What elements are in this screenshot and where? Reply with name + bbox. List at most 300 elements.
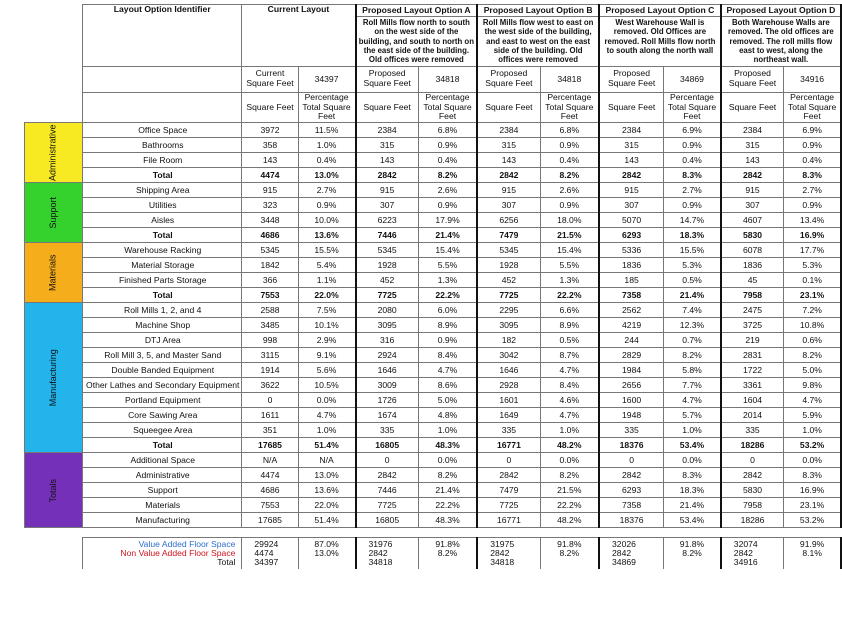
sqft-cell: 17685 [242, 513, 298, 528]
pct-cell: 0.9% [418, 138, 477, 153]
pct-cell: 8.3% [784, 168, 841, 183]
pct-cell: 9.1% [298, 348, 355, 363]
pct-cell: 5.3% [664, 258, 721, 273]
pct-cell: 8.2% [418, 168, 477, 183]
row-label: Total [83, 168, 242, 183]
row-label: Administrative [83, 468, 242, 483]
sqft-cell: 3095 [356, 318, 419, 333]
row-label: Warehouse Racking [83, 243, 242, 258]
table-row [25, 183, 842, 198]
sqft-cell: 7725 [356, 288, 419, 303]
sqft-cell: 1604 [721, 393, 784, 408]
pct-cell: 8.2% [418, 468, 477, 483]
sqft-cell: 4686 [242, 483, 298, 498]
pct-cell: 4.7% [418, 363, 477, 378]
pct-cell: 6.9% [784, 123, 841, 138]
pct-cell: 4.7% [540, 363, 599, 378]
category-label: Administrative [47, 124, 58, 182]
sqft-cell: 315 [599, 138, 664, 153]
pct-cell: 8.2% [540, 168, 599, 183]
sqft-cell: 315 [477, 138, 540, 153]
sqft-cell: 5830 [721, 483, 784, 498]
table-row [25, 348, 842, 363]
sqft-cell: 2924 [356, 348, 419, 363]
pct-cell: 7.2% [784, 303, 841, 318]
row-label: Shipping Area [83, 183, 242, 198]
sqft-cell: 307 [356, 198, 419, 213]
sqft-cell: 915 [356, 183, 419, 198]
sqft-cell: 17685 [242, 438, 298, 453]
table-row [25, 138, 842, 153]
row-label: Bathrooms [83, 138, 242, 153]
pct-cell: 18.3% [664, 228, 721, 243]
pct-cell: 6.8% [540, 123, 599, 138]
sqft-cell: 143 [477, 153, 540, 168]
row-label: Material Storage [83, 258, 242, 273]
pct-cell: 1.3% [418, 273, 477, 288]
sqft-cell: 1836 [721, 258, 784, 273]
summary-sqft-cell: 32026 2842 34869 [599, 538, 664, 570]
pct-cell: 14.7% [664, 213, 721, 228]
row-label: Total [83, 438, 242, 453]
row-label: Total [83, 228, 242, 243]
sqft-cell: 307 [721, 198, 784, 213]
sqft-cell: 1948 [599, 408, 664, 423]
option-c-title: Proposed Layout Option C [600, 5, 720, 17]
pct-cell: 0.4% [418, 153, 477, 168]
option-d-sqft-value: 34916 [784, 66, 841, 92]
sqft-cell: 1646 [477, 363, 540, 378]
sqft-cell: 2842 [599, 468, 664, 483]
sqft-cell: 315 [356, 138, 419, 153]
pct-cell: 0.9% [418, 198, 477, 213]
row-label: Roll Mills 1, 2, and 4 [83, 303, 242, 318]
pct-cell: 10.5% [298, 378, 355, 393]
current-pct-col: Percentage Total Square Feet [298, 92, 355, 123]
sqft-cell: 2384 [356, 123, 419, 138]
sqft-cell: 366 [242, 273, 298, 288]
category-label: Materials [47, 254, 58, 292]
pct-cell: 13.6% [298, 228, 355, 243]
sqft-cell: 1842 [242, 258, 298, 273]
pct-cell: 0.9% [784, 138, 841, 153]
pct-cell: 22.2% [418, 498, 477, 513]
row-label: Roll Mill 3, 5, and Master Sand [83, 348, 242, 363]
sqft-cell: 3009 [356, 378, 419, 393]
pct-cell: 4.8% [418, 408, 477, 423]
pct-cell: 8.3% [784, 468, 841, 483]
pct-cell: 0.5% [664, 273, 721, 288]
pct-cell: 9.8% [784, 378, 841, 393]
sqft-cell: 3361 [721, 378, 784, 393]
pct-cell: 21.4% [418, 228, 477, 243]
sqft-cell: 2842 [477, 168, 540, 183]
pct-cell: 23.1% [784, 498, 841, 513]
sqft-cell: 3622 [242, 378, 298, 393]
sqft-cell: 4607 [721, 213, 784, 228]
category-totals [25, 453, 83, 528]
pct-cell: 5.5% [418, 258, 477, 273]
sqft-cell: 1984 [599, 363, 664, 378]
table-row [25, 513, 842, 528]
summary-pct-cell: 91.8% 8.2% [664, 538, 721, 570]
pct-cell: 0.0% [784, 453, 841, 468]
option-b-pct-col: Percentage Total Square Feet [540, 92, 599, 123]
row-label: Manufacturing [83, 513, 242, 528]
pct-cell: 15.5% [664, 243, 721, 258]
pct-cell: 5.0% [418, 393, 477, 408]
sqft-cell: 335 [477, 423, 540, 438]
pct-cell: 8.9% [540, 318, 599, 333]
summary-sqft-cell: 29924 4474 34397 [242, 538, 298, 570]
sqft-cell: 143 [356, 153, 419, 168]
sqft-cell: 0 [721, 453, 784, 468]
option-a-sqft-value: 34818 [418, 66, 477, 92]
option-a-title: Proposed Layout Option A [357, 5, 477, 17]
summary-sqft-cell: 31975 2842 34818 [477, 538, 540, 570]
pct-cell: 8.7% [540, 348, 599, 363]
pct-cell: 15.4% [540, 243, 599, 258]
pct-cell: 0.9% [540, 138, 599, 153]
pct-cell: 53.2% [784, 438, 841, 453]
sqft-cell: 5345 [356, 243, 419, 258]
summary-labels [83, 538, 242, 570]
sqft-cell: 2562 [599, 303, 664, 318]
sqft-cell: 358 [242, 138, 298, 153]
table-row [25, 213, 842, 228]
sqft-cell: 0 [356, 453, 419, 468]
sqft-cell: 2842 [721, 468, 784, 483]
sqft-cell: 351 [242, 423, 298, 438]
category-label: Totals [47, 478, 58, 503]
pct-cell: 8.6% [418, 378, 477, 393]
pct-cell: 1.1% [298, 273, 355, 288]
table-row [25, 423, 842, 438]
sqft-cell: 998 [242, 333, 298, 348]
pct-cell: 12.3% [664, 318, 721, 333]
pct-cell: 7.5% [298, 303, 355, 318]
table-row [25, 453, 842, 468]
table-row [25, 123, 842, 138]
table-row [25, 228, 842, 243]
pct-cell: 22.2% [540, 498, 599, 513]
sqft-cell: 2384 [599, 123, 664, 138]
sqft-cell: 3042 [477, 348, 540, 363]
value-added-label: Value Added Floor Space [138, 539, 236, 550]
sqft-cell: 4474 [242, 168, 298, 183]
row-label: Support [83, 483, 242, 498]
pct-cell: 5.4% [298, 258, 355, 273]
sqft-cell: 6078 [721, 243, 784, 258]
category-administrative [25, 123, 83, 183]
category-manufacturing [25, 303, 83, 453]
pct-cell: 0.9% [664, 138, 721, 153]
sqft-cell: 4219 [599, 318, 664, 333]
option-b-header [477, 5, 599, 67]
sqft-cell: 4686 [242, 228, 298, 243]
pct-cell: 2.9% [298, 333, 355, 348]
option-d-sqft-label: Proposed Square Feet [721, 66, 784, 92]
pct-cell: 8.2% [784, 348, 841, 363]
table-row [25, 153, 842, 168]
sqft-cell: 1722 [721, 363, 784, 378]
pct-cell: 21.5% [540, 228, 599, 243]
option-a-description: Roll Mills flow north to south on the west side of the building, and south to north on the east side of the building. Old offices were removed [358, 18, 474, 65]
row-label: Core Sawing Area [83, 408, 242, 423]
sqft-cell: 16771 [477, 438, 540, 453]
pct-cell: 5.5% [540, 258, 599, 273]
header-row [25, 5, 842, 67]
spacer-row [25, 528, 842, 538]
pct-cell: 4.7% [664, 393, 721, 408]
row-label: Portland Equipment [83, 393, 242, 408]
option-a-sqft-col: Square Feet [356, 92, 419, 123]
sqft-cell: 6293 [599, 228, 664, 243]
sqft-cell: 1928 [356, 258, 419, 273]
pct-cell: 0.6% [784, 333, 841, 348]
pct-cell: 51.4% [298, 513, 355, 528]
row-label: Materials [83, 498, 242, 513]
pct-cell: 0.9% [418, 333, 477, 348]
pct-cell: 51.4% [298, 438, 355, 453]
sqft-cell: 0 [599, 453, 664, 468]
pct-cell: 21.4% [664, 288, 721, 303]
sqft-cell: N/A [242, 453, 298, 468]
sqft-cell: 1601 [477, 393, 540, 408]
sqft-cell: 7358 [599, 498, 664, 513]
option-b-description: Roll Mills flow west to east on the west side of the building, and east to west on the east side of the building. Old offices were removed [482, 18, 594, 65]
sqft-cell: 45 [721, 273, 784, 288]
sqft-cell: 3115 [242, 348, 298, 363]
pct-cell: 22.2% [540, 288, 599, 303]
sqft-cell: 7725 [477, 498, 540, 513]
table-row [25, 168, 842, 183]
row-label: File Room [83, 153, 242, 168]
pct-cell: 13.0% [298, 468, 355, 483]
row-label: Aisles [83, 213, 242, 228]
pct-cell: 22.2% [418, 288, 477, 303]
pct-cell: 2.7% [784, 183, 841, 198]
table-row [25, 438, 842, 453]
sqft-cell: 2928 [477, 378, 540, 393]
pct-cell: 8.2% [540, 468, 599, 483]
option-c-description: West Warehouse Wall is removed. Old Offices are removed. Roll Mills flow north to south along the north wall [604, 18, 716, 56]
pct-cell: 53.2% [784, 513, 841, 528]
option-c-sqft-value: 34869 [664, 66, 721, 92]
sqft-cell: 7446 [356, 483, 419, 498]
pct-cell: 1.0% [664, 423, 721, 438]
sqft-cell: 452 [356, 273, 419, 288]
sqft-cell: 3485 [242, 318, 298, 333]
sqft-cell: 18286 [721, 438, 784, 453]
sqft-cell: 335 [721, 423, 784, 438]
current-sqft-value: 34397 [298, 66, 355, 92]
category-support [25, 183, 83, 243]
pct-cell: 2.7% [664, 183, 721, 198]
summary-pct-cell: 91.9% 8.1% [784, 538, 841, 570]
sqft-cell: 5336 [599, 243, 664, 258]
sqft-cell: 2475 [721, 303, 784, 318]
pct-cell: 7.4% [664, 303, 721, 318]
pct-cell: 7.7% [664, 378, 721, 393]
pct-cell: 0.0% [664, 453, 721, 468]
pct-cell: 0.9% [540, 198, 599, 213]
option-c-header [599, 5, 721, 67]
sqft-cell: 2080 [356, 303, 419, 318]
sqft-cell: 4474 [242, 468, 298, 483]
sqft-cell: 143 [599, 153, 664, 168]
table-row [25, 498, 842, 513]
pct-cell: 22.0% [298, 498, 355, 513]
table-row [25, 363, 842, 378]
pct-cell: 4.7% [540, 408, 599, 423]
pct-cell: 13.0% [298, 168, 355, 183]
option-c-sqft-col: Square Feet [599, 92, 664, 123]
pct-cell: 0.4% [784, 153, 841, 168]
pct-cell: 1.0% [298, 138, 355, 153]
sqft-cell: 7446 [356, 228, 419, 243]
pct-cell: 1.0% [418, 423, 477, 438]
option-d-title: Proposed Layout Option D [722, 5, 840, 17]
sqft-cell: 2588 [242, 303, 298, 318]
pct-cell: 8.2% [664, 348, 721, 363]
sqft-cell: 2842 [356, 468, 419, 483]
pct-cell: 4.7% [784, 393, 841, 408]
sqft-cell: 2842 [477, 468, 540, 483]
non-value-added-label: Non Value Added Floor Space [120, 548, 236, 559]
table-row [25, 243, 842, 258]
floor-space-summary [25, 538, 842, 570]
sqft-cell: 6293 [599, 483, 664, 498]
pct-cell: 0.7% [664, 333, 721, 348]
sqft-cell: 7725 [356, 498, 419, 513]
pct-cell: 18.3% [664, 483, 721, 498]
pct-cell: 5.9% [784, 408, 841, 423]
pct-cell: 0.4% [540, 153, 599, 168]
sqft-cell: 2842 [599, 168, 664, 183]
pct-cell: 48.2% [540, 513, 599, 528]
pct-cell: 13.4% [784, 213, 841, 228]
sqft-cell: 18376 [599, 438, 664, 453]
option-b-sqft-value: 34818 [540, 66, 599, 92]
pct-cell: 6.0% [418, 303, 477, 318]
sqft-cell: 7958 [721, 288, 784, 303]
sqft-cell: 915 [242, 183, 298, 198]
sqft-cell: 3095 [477, 318, 540, 333]
pct-cell: 48.3% [418, 513, 477, 528]
pct-cell: 15.5% [298, 243, 355, 258]
pct-cell: 5.7% [664, 408, 721, 423]
pct-cell: 23.1% [784, 288, 841, 303]
sqft-cell: 1649 [477, 408, 540, 423]
sqft-cell: 915 [599, 183, 664, 198]
table-row [25, 198, 842, 213]
sqft-cell: 323 [242, 198, 298, 213]
row-label: Finished Parts Storage [83, 273, 242, 288]
summary-pct-cell: 91.8% 8.2% [418, 538, 477, 570]
pct-cell: 11.5% [298, 123, 355, 138]
table-row [25, 483, 842, 498]
pct-cell: 16.9% [784, 228, 841, 243]
column-labels-row [25, 92, 842, 123]
option-a-sqft-label: Proposed Square Feet [356, 66, 419, 92]
pct-cell: 2.7% [298, 183, 355, 198]
sqft-cell: 6256 [477, 213, 540, 228]
sqft-cell: 16805 [356, 438, 419, 453]
pct-cell: 0.4% [664, 153, 721, 168]
pct-cell: 53.4% [664, 513, 721, 528]
sqft-cell: 1646 [356, 363, 419, 378]
summary-sqft-cell: 32074 2842 34916 [721, 538, 784, 570]
sqft-cell: 2014 [721, 408, 784, 423]
sqft-cell: 6223 [356, 213, 419, 228]
option-d-header [721, 5, 841, 67]
pct-cell: 0.9% [664, 198, 721, 213]
pct-cell: 48.2% [540, 438, 599, 453]
table-row [25, 288, 842, 303]
pct-cell: 5.0% [784, 363, 841, 378]
sqft-cell: 1928 [477, 258, 540, 273]
pct-cell: 6.9% [664, 123, 721, 138]
sqft-cell: 5070 [599, 213, 664, 228]
row-label: Utilities [83, 198, 242, 213]
sqft-cell: 182 [477, 333, 540, 348]
pct-cell: 8.9% [418, 318, 477, 333]
sqft-cell: 0 [242, 393, 298, 408]
pct-cell: 0.9% [298, 198, 355, 213]
sqft-cell: 335 [599, 423, 664, 438]
sqft-cell: 2829 [599, 348, 664, 363]
pct-cell: 5.8% [664, 363, 721, 378]
sqft-cell: 1600 [599, 393, 664, 408]
sqft-cell: 335 [356, 423, 419, 438]
pct-cell: 10.8% [784, 318, 841, 333]
option-d-pct-col: Percentage Total Square Feet [784, 92, 841, 123]
square-feet-row [25, 66, 842, 92]
pct-cell: 2.6% [540, 183, 599, 198]
pct-cell: 1.0% [540, 423, 599, 438]
sqft-cell: 1836 [599, 258, 664, 273]
sqft-cell: 316 [356, 333, 419, 348]
sqft-cell: 16771 [477, 513, 540, 528]
sqft-cell: 5345 [242, 243, 298, 258]
option-c-sqft-label: Proposed Square Feet [599, 66, 664, 92]
pct-cell: 6.8% [418, 123, 477, 138]
sqft-cell: 7479 [477, 483, 540, 498]
sqft-cell: 1674 [356, 408, 419, 423]
pct-cell: 0.0% [298, 393, 355, 408]
pct-cell: 5.6% [298, 363, 355, 378]
option-a-pct-col: Percentage Total Square Feet [418, 92, 477, 123]
sqft-cell: 3448 [242, 213, 298, 228]
summary-pct-cell: 91.8% 8.2% [540, 538, 599, 570]
row-label: Additional Space [83, 453, 242, 468]
sqft-cell: 7725 [477, 288, 540, 303]
sqft-cell: 2295 [477, 303, 540, 318]
sqft-cell: 1611 [242, 408, 298, 423]
sqft-cell: 307 [477, 198, 540, 213]
sqft-cell: 244 [599, 333, 664, 348]
sqft-cell: 219 [721, 333, 784, 348]
sqft-cell: 3972 [242, 123, 298, 138]
category-label: Support [47, 197, 58, 229]
pct-cell: 0.1% [784, 273, 841, 288]
pct-cell: 1.3% [540, 273, 599, 288]
sqft-cell: 18376 [599, 513, 664, 528]
sqft-cell: 7479 [477, 228, 540, 243]
sqft-cell: 915 [721, 183, 784, 198]
pct-cell: 13.6% [298, 483, 355, 498]
